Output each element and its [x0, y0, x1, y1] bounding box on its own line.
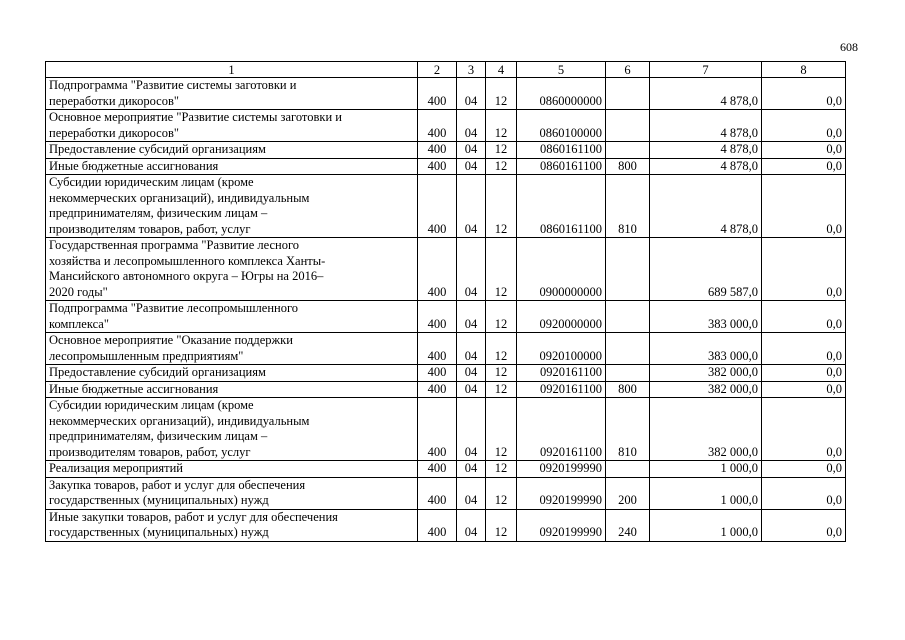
subsection-cell: 12 [486, 142, 517, 159]
header-cell: 4 [486, 62, 517, 78]
code-cell: 400 [418, 142, 457, 159]
item-name-cell: Подпрограмма "Развитие лесопромышленного комплекса" [46, 301, 418, 333]
amount2-cell: 0,0 [762, 333, 846, 365]
header-cell: 3 [457, 62, 486, 78]
table-row [46, 301, 846, 333]
table-row [46, 110, 846, 142]
expense-type-cell [606, 78, 650, 110]
item-name-cell: Иные бюджетные ассигнования [46, 381, 418, 398]
code-cell: 400 [418, 461, 457, 478]
code-cell: 400 [418, 398, 457, 461]
target-article-cell: 0920161100 [517, 398, 606, 461]
amount2-cell: 0,0 [762, 110, 846, 142]
header-cell: 8 [762, 62, 846, 78]
section-cell: 04 [457, 477, 486, 509]
expense-type-cell [606, 238, 650, 301]
target-article-cell: 0900000000 [517, 238, 606, 301]
target-article-cell: 0860161100 [517, 175, 606, 238]
expense-type-cell [606, 333, 650, 365]
item-name-cell: Предоставление субсидий организациям [46, 142, 418, 159]
header-cell: 2 [418, 62, 457, 78]
section-cell: 04 [457, 333, 486, 365]
subsection-cell: 12 [486, 78, 517, 110]
subsection-cell: 12 [486, 238, 517, 301]
expense-type-cell: 240 [606, 509, 650, 541]
section-cell: 04 [457, 398, 486, 461]
amount2-cell: 0,0 [762, 238, 846, 301]
item-name-cell: Основное мероприятие "Оказание поддержки лесопромышленным предприятиям" [46, 333, 418, 365]
header-cell: 1 [46, 62, 418, 78]
table-row [46, 461, 846, 478]
subsection-cell: 12 [486, 461, 517, 478]
expense-type-cell [606, 301, 650, 333]
expense-type-cell [606, 142, 650, 159]
item-name-cell: Закупка товаров, работ и услуг для обеспечения государственных (муниципальных) нужд [46, 477, 418, 509]
subsection-cell: 12 [486, 477, 517, 509]
code-cell: 400 [418, 110, 457, 142]
amount2-cell: 0,0 [762, 461, 846, 478]
section-cell: 04 [457, 158, 486, 175]
item-name-cell: Подпрограмма "Развитие системы заготовки и переработки дикоросов" [46, 78, 418, 110]
amount2-cell: 0,0 [762, 158, 846, 175]
table-row [46, 398, 846, 461]
code-cell: 400 [418, 78, 457, 110]
target-article-cell: 0920199990 [517, 477, 606, 509]
code-cell: 400 [418, 509, 457, 541]
code-cell: 400 [418, 365, 457, 382]
section-cell: 04 [457, 238, 486, 301]
amount-cell: 1 000,0 [650, 509, 762, 541]
expense-type-cell: 200 [606, 477, 650, 509]
subsection-cell: 12 [486, 301, 517, 333]
target-article-cell: 0860161100 [517, 142, 606, 159]
header-cell: 6 [606, 62, 650, 78]
table-header-row [46, 62, 846, 78]
table-row [46, 333, 846, 365]
amount2-cell: 0,0 [762, 175, 846, 238]
subsection-cell: 12 [486, 381, 517, 398]
item-name-cell: Иные бюджетные ассигнования [46, 158, 418, 175]
subsection-cell: 12 [486, 158, 517, 175]
item-name-cell: Иные закупки товаров, работ и услуг для обеспечения государственных (муниципальных) нужд [46, 509, 418, 541]
section-cell: 04 [457, 461, 486, 478]
table-row [46, 142, 846, 159]
target-article-cell: 0920161100 [517, 381, 606, 398]
expense-type-cell: 810 [606, 175, 650, 238]
amount-cell: 4 878,0 [650, 142, 762, 159]
section-cell: 04 [457, 509, 486, 541]
subsection-cell: 12 [486, 509, 517, 541]
amount-cell: 689 587,0 [650, 238, 762, 301]
code-cell: 400 [418, 175, 457, 238]
target-article-cell: 0860100000 [517, 110, 606, 142]
target-article-cell: 0920161100 [517, 365, 606, 382]
expense-type-cell: 810 [606, 398, 650, 461]
code-cell: 400 [418, 333, 457, 365]
item-name-cell: Субсидии юридическим лицам (кроме некоммерческих организаций), индивидуальным предпринимателям, физическим лицам – производителям товаров, работ, услуг [46, 398, 418, 461]
table-row [46, 477, 846, 509]
table-row [46, 365, 846, 382]
expense-type-cell [606, 365, 650, 382]
amount-cell: 4 878,0 [650, 78, 762, 110]
subsection-cell: 12 [486, 398, 517, 461]
amount-cell: 1 000,0 [650, 477, 762, 509]
target-article-cell: 0860161100 [517, 158, 606, 175]
amount2-cell: 0,0 [762, 509, 846, 541]
code-cell: 400 [418, 477, 457, 509]
table-row [46, 78, 846, 110]
amount2-cell: 0,0 [762, 142, 846, 159]
item-name-cell: Предоставление субсидий организациям [46, 365, 418, 382]
amount-cell: 382 000,0 [650, 365, 762, 382]
amount2-cell: 0,0 [762, 78, 846, 110]
target-article-cell: 0920100000 [517, 333, 606, 365]
amount-cell: 382 000,0 [650, 398, 762, 461]
amount-cell: 1 000,0 [650, 461, 762, 478]
item-name-cell: Государственная программа "Развитие лесного хозяйства и лесопромышленного комплекса Ханты- Мансийского автономного округа – Югры на 2016– 2020 годы" [46, 238, 418, 301]
section-cell: 04 [457, 142, 486, 159]
table-row [46, 509, 846, 541]
header-cell: 7 [650, 62, 762, 78]
table-row [46, 238, 846, 301]
amount2-cell: 0,0 [762, 381, 846, 398]
amount-cell: 383 000,0 [650, 333, 762, 365]
item-name-cell: Реализация мероприятий [46, 461, 418, 478]
amount2-cell: 0,0 [762, 398, 846, 461]
amount2-cell: 0,0 [762, 365, 846, 382]
code-cell: 400 [418, 238, 457, 301]
code-cell: 400 [418, 381, 457, 398]
subsection-cell: 12 [486, 365, 517, 382]
amount-cell: 382 000,0 [650, 381, 762, 398]
expense-type-cell: 800 [606, 158, 650, 175]
expense-type-cell: 800 [606, 381, 650, 398]
section-cell: 04 [457, 365, 486, 382]
section-cell: 04 [457, 175, 486, 238]
code-cell: 400 [418, 158, 457, 175]
amount-cell: 4 878,0 [650, 110, 762, 142]
subsection-cell: 12 [486, 175, 517, 238]
amount2-cell: 0,0 [762, 477, 846, 509]
target-article-cell: 0860000000 [517, 78, 606, 110]
budget-table [45, 61, 846, 542]
amount2-cell: 0,0 [762, 301, 846, 333]
expense-type-cell [606, 461, 650, 478]
code-cell: 400 [418, 301, 457, 333]
section-cell: 04 [457, 381, 486, 398]
expense-type-cell [606, 110, 650, 142]
target-article-cell: 0920000000 [517, 301, 606, 333]
subsection-cell: 12 [486, 333, 517, 365]
header-cell: 5 [517, 62, 606, 78]
item-name-cell: Субсидии юридическим лицам (кроме некоммерческих организаций), индивидуальным предпринимателям, физическим лицам – производителям товаров, работ, услуг [46, 175, 418, 238]
amount-cell: 383 000,0 [650, 301, 762, 333]
section-cell: 04 [457, 110, 486, 142]
target-article-cell: 0920199990 [517, 461, 606, 478]
target-article-cell: 0920199990 [517, 509, 606, 541]
item-name-cell: Основное мероприятие "Развитие системы заготовки и переработки дикоросов" [46, 110, 418, 142]
section-cell: 04 [457, 78, 486, 110]
table-row [46, 158, 846, 175]
amount-cell: 4 878,0 [650, 158, 762, 175]
amount-cell: 4 878,0 [650, 175, 762, 238]
page-number: 608 [840, 40, 858, 54]
table-row [46, 381, 846, 398]
table-row [46, 175, 846, 238]
subsection-cell: 12 [486, 110, 517, 142]
section-cell: 04 [457, 301, 486, 333]
